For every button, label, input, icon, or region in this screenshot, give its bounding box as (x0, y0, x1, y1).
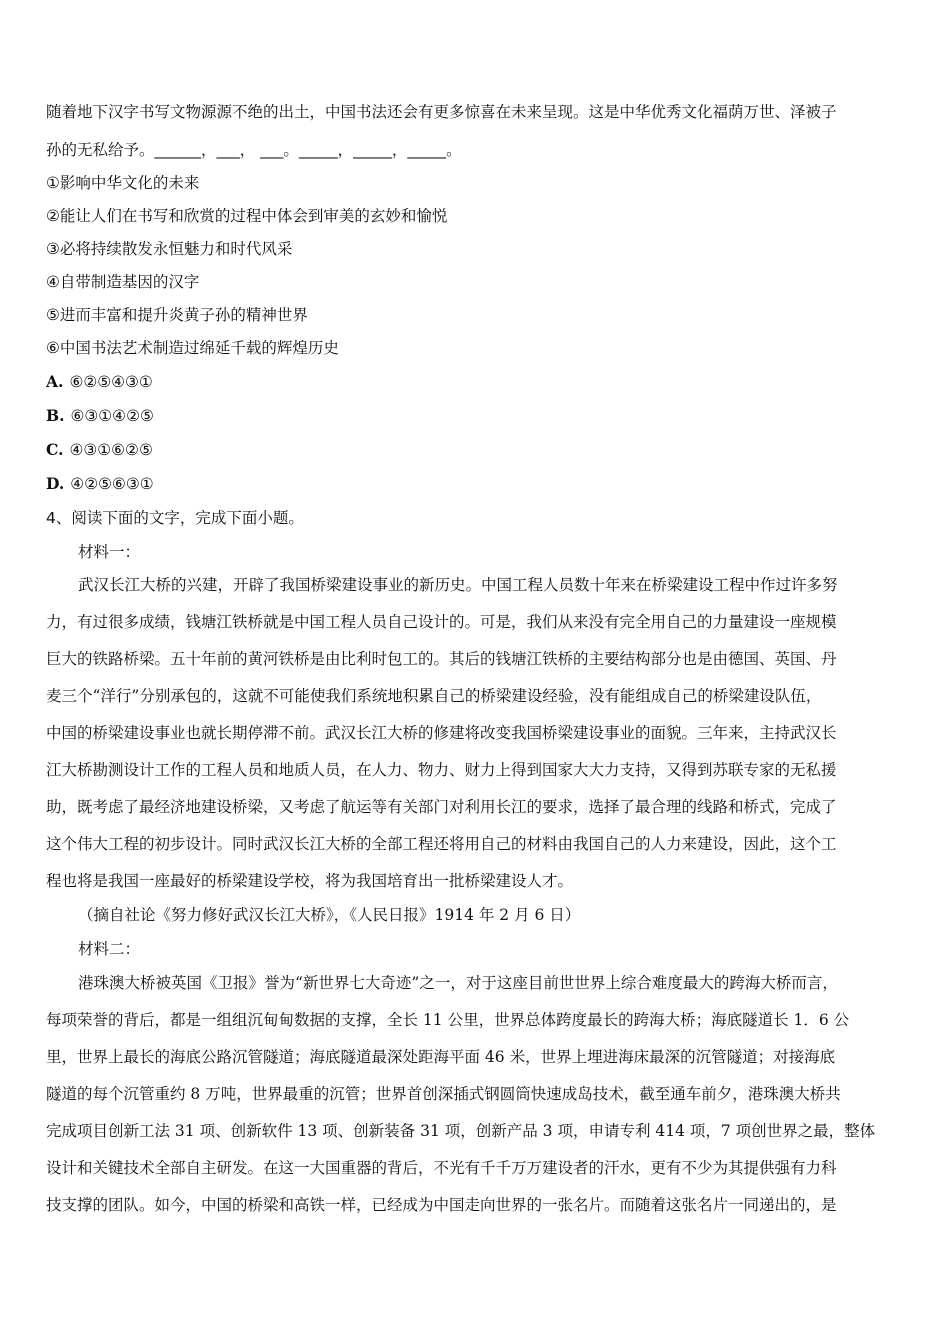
material-1-source: （摘自社论《努力修好武汉长江大桥》，《人民日报》1914 年 2 月 6 日） (78, 906, 581, 924)
material-2-line: 港珠澳大桥被英国《卫报》誉为“新世界七大奇迹”之一，对于这座目前世世界上综合难度最大的跨海大桥而言， (78, 974, 838, 992)
material-2-line: 完成项目创新工法 31 项、创新软件 13 项、创新装备 31 项，创新产品 3 项，申请专利 414 项，7 项创世界之最，整体 (46, 1122, 876, 1140)
material-1-line: 这个伟大工程的初步设计。同时武汉长江大桥的全部工程还将用自己的材料由我国自己的人力来建设，因此，这个工 (46, 835, 837, 853)
material-2-line: 每项荣誉的背后，都是一组组沉甸甸数据的支撑，全长 11 公里，世界总体跨度最长的跨海大桥；海底隧道长 1．6 公 (46, 1011, 850, 1029)
option-b[interactable] (46, 406, 906, 426)
numbered-item-5: ⑤进而丰富和提升炎黄子孙的精神世界 (46, 306, 308, 324)
material-2-line: 里，世界上最长的海底公路沉管隧道；海底隧道最深处距海平面 46 米，世界上埋进海床最深的沉管隧道；对接海底 (46, 1048, 836, 1066)
material-1-line: 巨大的铁路桥梁。五十年前的黄河铁桥是由比利时包工的。其后的钱塘江铁桥的主要结构部分也是由德国、英国、丹 (46, 650, 837, 668)
numbered-item-4: ④自带制造基因的汉字 (46, 273, 200, 291)
material-2-line: 技支撑的团队。如今，中国的桥梁和高铁一样，已经成为中国走向世界的一张名片。而随着这张名片一同递出的，是 (46, 1196, 837, 1214)
blank-sentence-line-1: 随着地下汉字书写文物源源不绝的出土，中国书法还会有更多惊喜在未来呈现。这是中华优秀文化福荫万世、泽被子 (46, 103, 837, 121)
numbered-item-3: ③必将持续散发永恒魅力和时代风采 (46, 240, 293, 258)
option-a-text: ⑥②⑤④③① (69, 373, 153, 391)
material-1-line: 力，有过很多成绩，钱塘江铁桥就是中国工程人员自己设计的。可是，我们从来没有完全用自己的力量建设一座规模 (46, 613, 837, 631)
material-2-heading: 材料二： (78, 940, 141, 958)
material-2-line: 设计和关键技术全部自主研发。在这一大国重器的背后，不光有千千万万建设者的汗水，更有不少为其提供强有力科 (46, 1159, 837, 1177)
numbered-item-6: ⑥中国书法艺术制造过绵延千载的辉煌历史 (46, 339, 339, 357)
numbered-item-2: ②能让人们在书写和欣赏的过程中体会到审美的玄妙和愉悦 (46, 207, 448, 225)
material-1-line: 助，既考虑了最经济地建设桥梁，又考虑了航运等有关部门对利用长江的要求，选择了最合理的线路和桥式，完成了 (46, 798, 837, 816)
option-a[interactable] (46, 372, 906, 392)
material-1-line: 武汉长江大桥的兴建，开辟了我国桥梁建设事业的新历史。中国工程人员数十年来在桥梁建设工程中作过许多努 (78, 576, 838, 594)
numbered-item-1: ①影响中华文化的未来 (46, 174, 200, 192)
option-a-letter: A. (46, 372, 64, 391)
question-4-prompt: 4、阅读下面的文字，完成下面小题。 (46, 509, 304, 527)
material-1-heading: 材料一： (78, 543, 141, 561)
option-d-letter: D. (46, 474, 65, 493)
option-b-text: ⑥③①④②⑤ (70, 407, 154, 425)
material-1-line: 程也将是我国一座最好的桥梁建设学校，将为我国培育出一批桥梁建设人才。 (46, 872, 574, 890)
option-c-text: ④③①⑥②⑤ (69, 441, 153, 459)
material-1-line: 麦三个“洋行”分别承包的，这就不可能使我们系统地积累自己的桥梁建设经验，没有能组成自己的桥梁建设队伍， (46, 687, 822, 705)
blank-sentence-line-2: 孙的无私给予。______，___， ___。_____，_____，_____。 (46, 141, 462, 159)
material-2-line: 隧道的每个沉管重约 8 万吨，世界最重的沉管；世界首创深插式钢圆筒快速成岛技术，截至通车前夕，港珠澳大桥共 (46, 1085, 841, 1103)
material-1-line: 中国的桥梁建设事业也就长期停滞不前。武汉长江大桥的修建将改变我国桥梁建设事业的面貌。三年来，主持武汉长 (46, 724, 837, 742)
option-c[interactable] (46, 440, 906, 460)
option-c-letter: C. (46, 440, 64, 459)
option-b-letter: B. (46, 406, 65, 425)
material-1-line: 江大桥勘测设计工作的工程人员和地质人员，在人力、物力、财力上得到国家大大力支持，又得到苏联专家的无私援 (46, 761, 837, 779)
option-d[interactable] (46, 474, 906, 494)
option-d-text: ④②⑤⑥③① (70, 475, 154, 493)
